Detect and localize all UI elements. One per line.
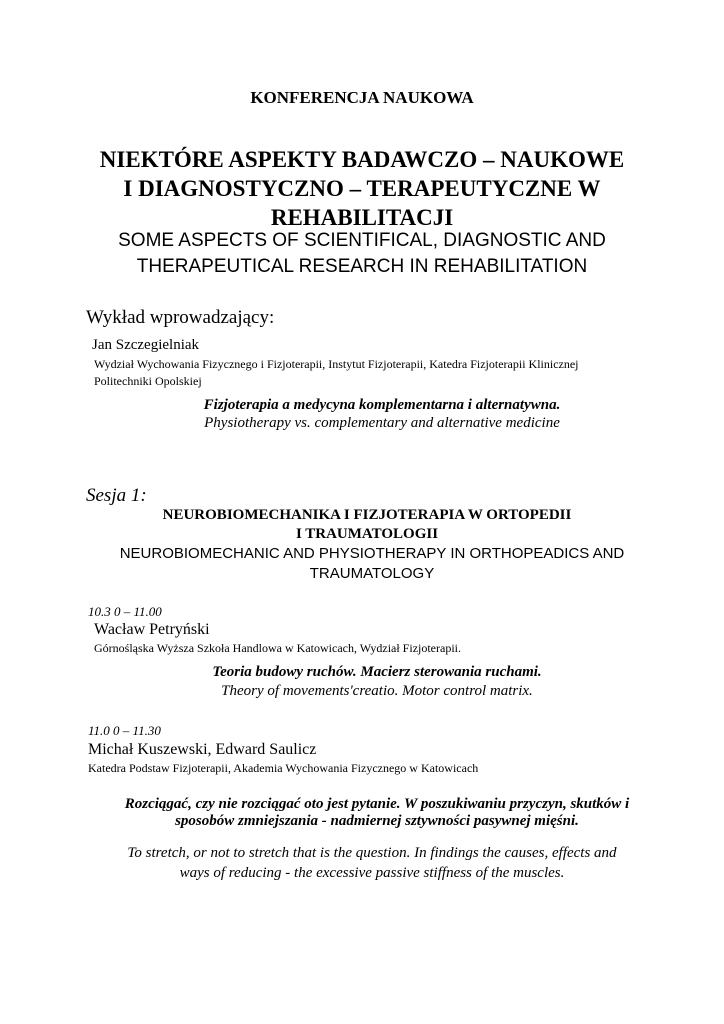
talk-title-pl-line: sposobów zmniejszania - nadmiernej sztywności pasywnej mięśni. xyxy=(175,813,579,829)
session-title-en-line: TRAUMATOLOGY xyxy=(309,565,435,582)
talk-title-pl-line: Rozciągać, czy nie rozciągać oto jest pytanie. W poszukiwaniu przyczyn, skutków i xyxy=(124,796,630,812)
intro-label: Wykład wprowadzający: xyxy=(86,307,275,328)
talk-title-en: Theory of movements'creatio. Motor control matrix. xyxy=(221,683,533,699)
intro-talk-title-en: Physiotherapy vs. complementary and alternative medicine xyxy=(204,415,560,431)
talk-speaker: Wacław Petryński xyxy=(94,621,210,638)
intro-speaker: Jan Szczegielniak xyxy=(92,337,200,353)
talk-time: 10.3 0 – 11.00 xyxy=(88,604,162,619)
title-polish-line: I DIAGNOSTYCZNO – TERAPEUTYCZNE W xyxy=(123,176,601,201)
title-english-line: SOME ASPECTS OF SCIENTIFICAL, DIAGNOSTIC AND xyxy=(118,230,606,251)
title-polish xyxy=(60,145,664,232)
talk-title-en xyxy=(0,843,724,883)
intro-affiliation xyxy=(94,356,694,373)
conference-heading: KONFERENCJA NAUKOWA xyxy=(250,88,474,107)
session-title-pl-line: NEUROBIOMECHANIKA I FIZJOTERAPIA W ORTOPEDII xyxy=(162,507,572,523)
talk-title-en-line: To stretch, or not to stretch that is the question. In findings the causes, effects and xyxy=(127,845,617,861)
talk-affiliation: Katedra Podstaw Fizjoterapii, Akademia Wychowania Fizycznego w Katowicach xyxy=(88,761,479,775)
talk-title-pl: Teoria budowy ruchów. Macierz sterowania ruchami. xyxy=(212,664,542,680)
talk-affiliation: Górnośląska Wyższa Szkoła Handlowa w Katowicach, Wydział Fizjoterapii. xyxy=(94,641,462,655)
intro-talk-title-pl: Fizjoterapia a medycyna komplementarna i alternatywna. xyxy=(203,397,561,413)
talk-title-en-line: ways of reducing - the excessive passive stiffness of the muscles. xyxy=(179,865,565,881)
session-title-pl xyxy=(0,506,724,544)
session-title-pl-line: I TRAUMATOLOGII xyxy=(295,526,439,542)
session-title-en xyxy=(0,544,724,584)
intro-affiliation-line: Politechniki Opolskiej xyxy=(94,374,202,388)
talk-speaker: Michał Kuszewski, Edward Saulicz xyxy=(88,741,317,758)
intro-affiliation-line: Wydział Wychowania Fizycznego i Fizjoterapii, Instytut Fizjoterapii, Katedra Fizjoterapii Klinicznej xyxy=(94,357,579,371)
title-polish-line: NIEKTÓRE ASPEKTY BADAWCZO – NAUKOWE xyxy=(99,147,625,172)
title-polish-line: REHABILITACJI xyxy=(270,205,454,230)
title-english xyxy=(45,228,679,280)
talk-title-pl xyxy=(0,796,724,830)
title-english-line: THERAPEUTICAL RESEARCH IN REHABILITATION xyxy=(136,256,588,277)
session-title-en-line: NEUROBIOMECHANIC AND PHYSIOTHERAPY IN ORTHOPEADICS AND xyxy=(119,545,625,562)
session-label: Sesja 1: xyxy=(86,485,147,506)
talk-time: 11.0 0 – 11.30 xyxy=(88,723,161,738)
